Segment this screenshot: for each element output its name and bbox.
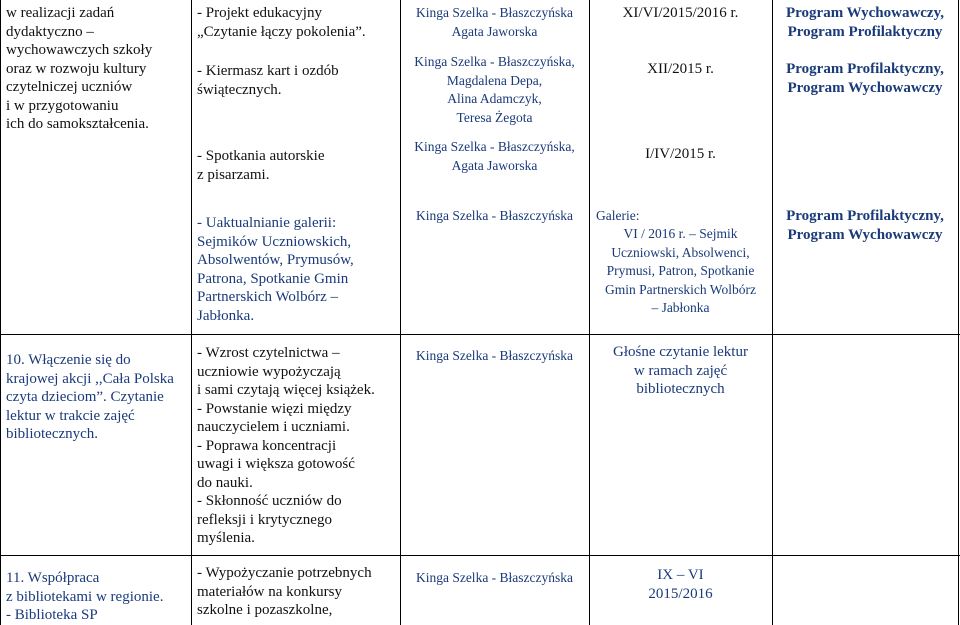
table-cell-task: - Projekt edukacyjny „Czytanie łączy pokolenia”. <box>197 5 366 40</box>
table-cell-program: Program Profilaktyczny, Program Wychowawczy <box>786 208 944 243</box>
table-cell-date: I/IV/2015 r. <box>645 146 716 162</box>
table-cell-program: Program Profilaktyczny, Program Wychowawczy <box>786 61 944 96</box>
table-border-right <box>958 0 959 625</box>
table-cell-date: XII/2015 r. <box>647 61 714 77</box>
table-cell-task: - Uaktualnianie galerii: Sejmików Uczniowskich, Absolwentów, Prymusów, Patrona, Spotkanie Gmin Partnerskich Wolbórz – Jabłonka. <box>197 215 354 324</box>
column-divider <box>191 0 192 625</box>
table-cell-task: - Wzrost czytelnictwa – uczniowie wypożyczają i sami czytają więcej książek. - Powstanie więzi między nauczycielem i uczniami. - Poprawa koncentracji uwagi i większa gotowość do nauki. - Skłonność uczniów do refleksji i krytycznego myślenia. <box>197 345 375 546</box>
table-cell-responsible: Kinga Szelka - Błaszczyńska, Agata Jaworska <box>414 139 575 173</box>
table-cell-task: - Kiermasz kart i ozdób świątecznych. <box>197 63 339 98</box>
table-cell-date: Głośne czytanie lektur w ramach zajęć bibliotecznych <box>613 344 748 397</box>
row-divider <box>0 334 960 335</box>
table-cell-program: Program Wychowawczy, Program Profilaktyczny <box>785 5 945 40</box>
table-cell-responsible: Kinga Szelka - Błaszczyńska <box>415 208 574 223</box>
table-cell-task: - Wypożyczanie potrzebnych materiałów na konkursy szkolne i pozaszkolne, <box>197 565 372 618</box>
table-cell-goal: 11. Współpraca z bibliotekami w regionie. - Biblioteka SP <box>6 570 164 623</box>
row-divider <box>0 555 960 556</box>
table-cell-date: VI / 2016 r. – Sejmik Uczniowski, Absolwenci, Prymusi, Patron, Spotkanie Gmin Partnerskich Wolbórz – Jabłonka <box>605 226 756 315</box>
table-cell-date: XI/VI/2015/2016 r. <box>622 5 739 21</box>
table-cell-goal: 10. Włączenie się do krajowej akcji ,,Cała Polska czyta dzieciom”. Czytanie lektur w trakcie zajęć bibliotecznych. <box>6 352 174 442</box>
table-cell-task: - Spotkania autorskie z pisarzami. <box>197 148 325 183</box>
table-cell-responsible: Kinga Szelka - Błaszczyńska, Magdalena Depa, Alina Adamczyk, Teresa Żegota <box>414 54 575 125</box>
table-cell-date: IX – VI 2015/2016 <box>648 567 713 602</box>
table-border-left <box>0 0 1 625</box>
table-cell-responsible: Kinga Szelka - Błaszczyńska Agata Jaworska <box>415 5 574 39</box>
table-cell-responsible: Kinga Szelka - Błaszczyńska <box>415 348 574 363</box>
table-cell-responsible: Kinga Szelka - Błaszczyńska <box>415 570 574 585</box>
table-cell-goal: w realizacji zadań dydaktyczno – wychowawczych szkoły oraz w rozwoju kultury czytelniczej uczniów i w przygotowaniu ich do samokształcenia. <box>6 5 153 132</box>
table-cell-date-label: Galerie: <box>596 208 640 223</box>
